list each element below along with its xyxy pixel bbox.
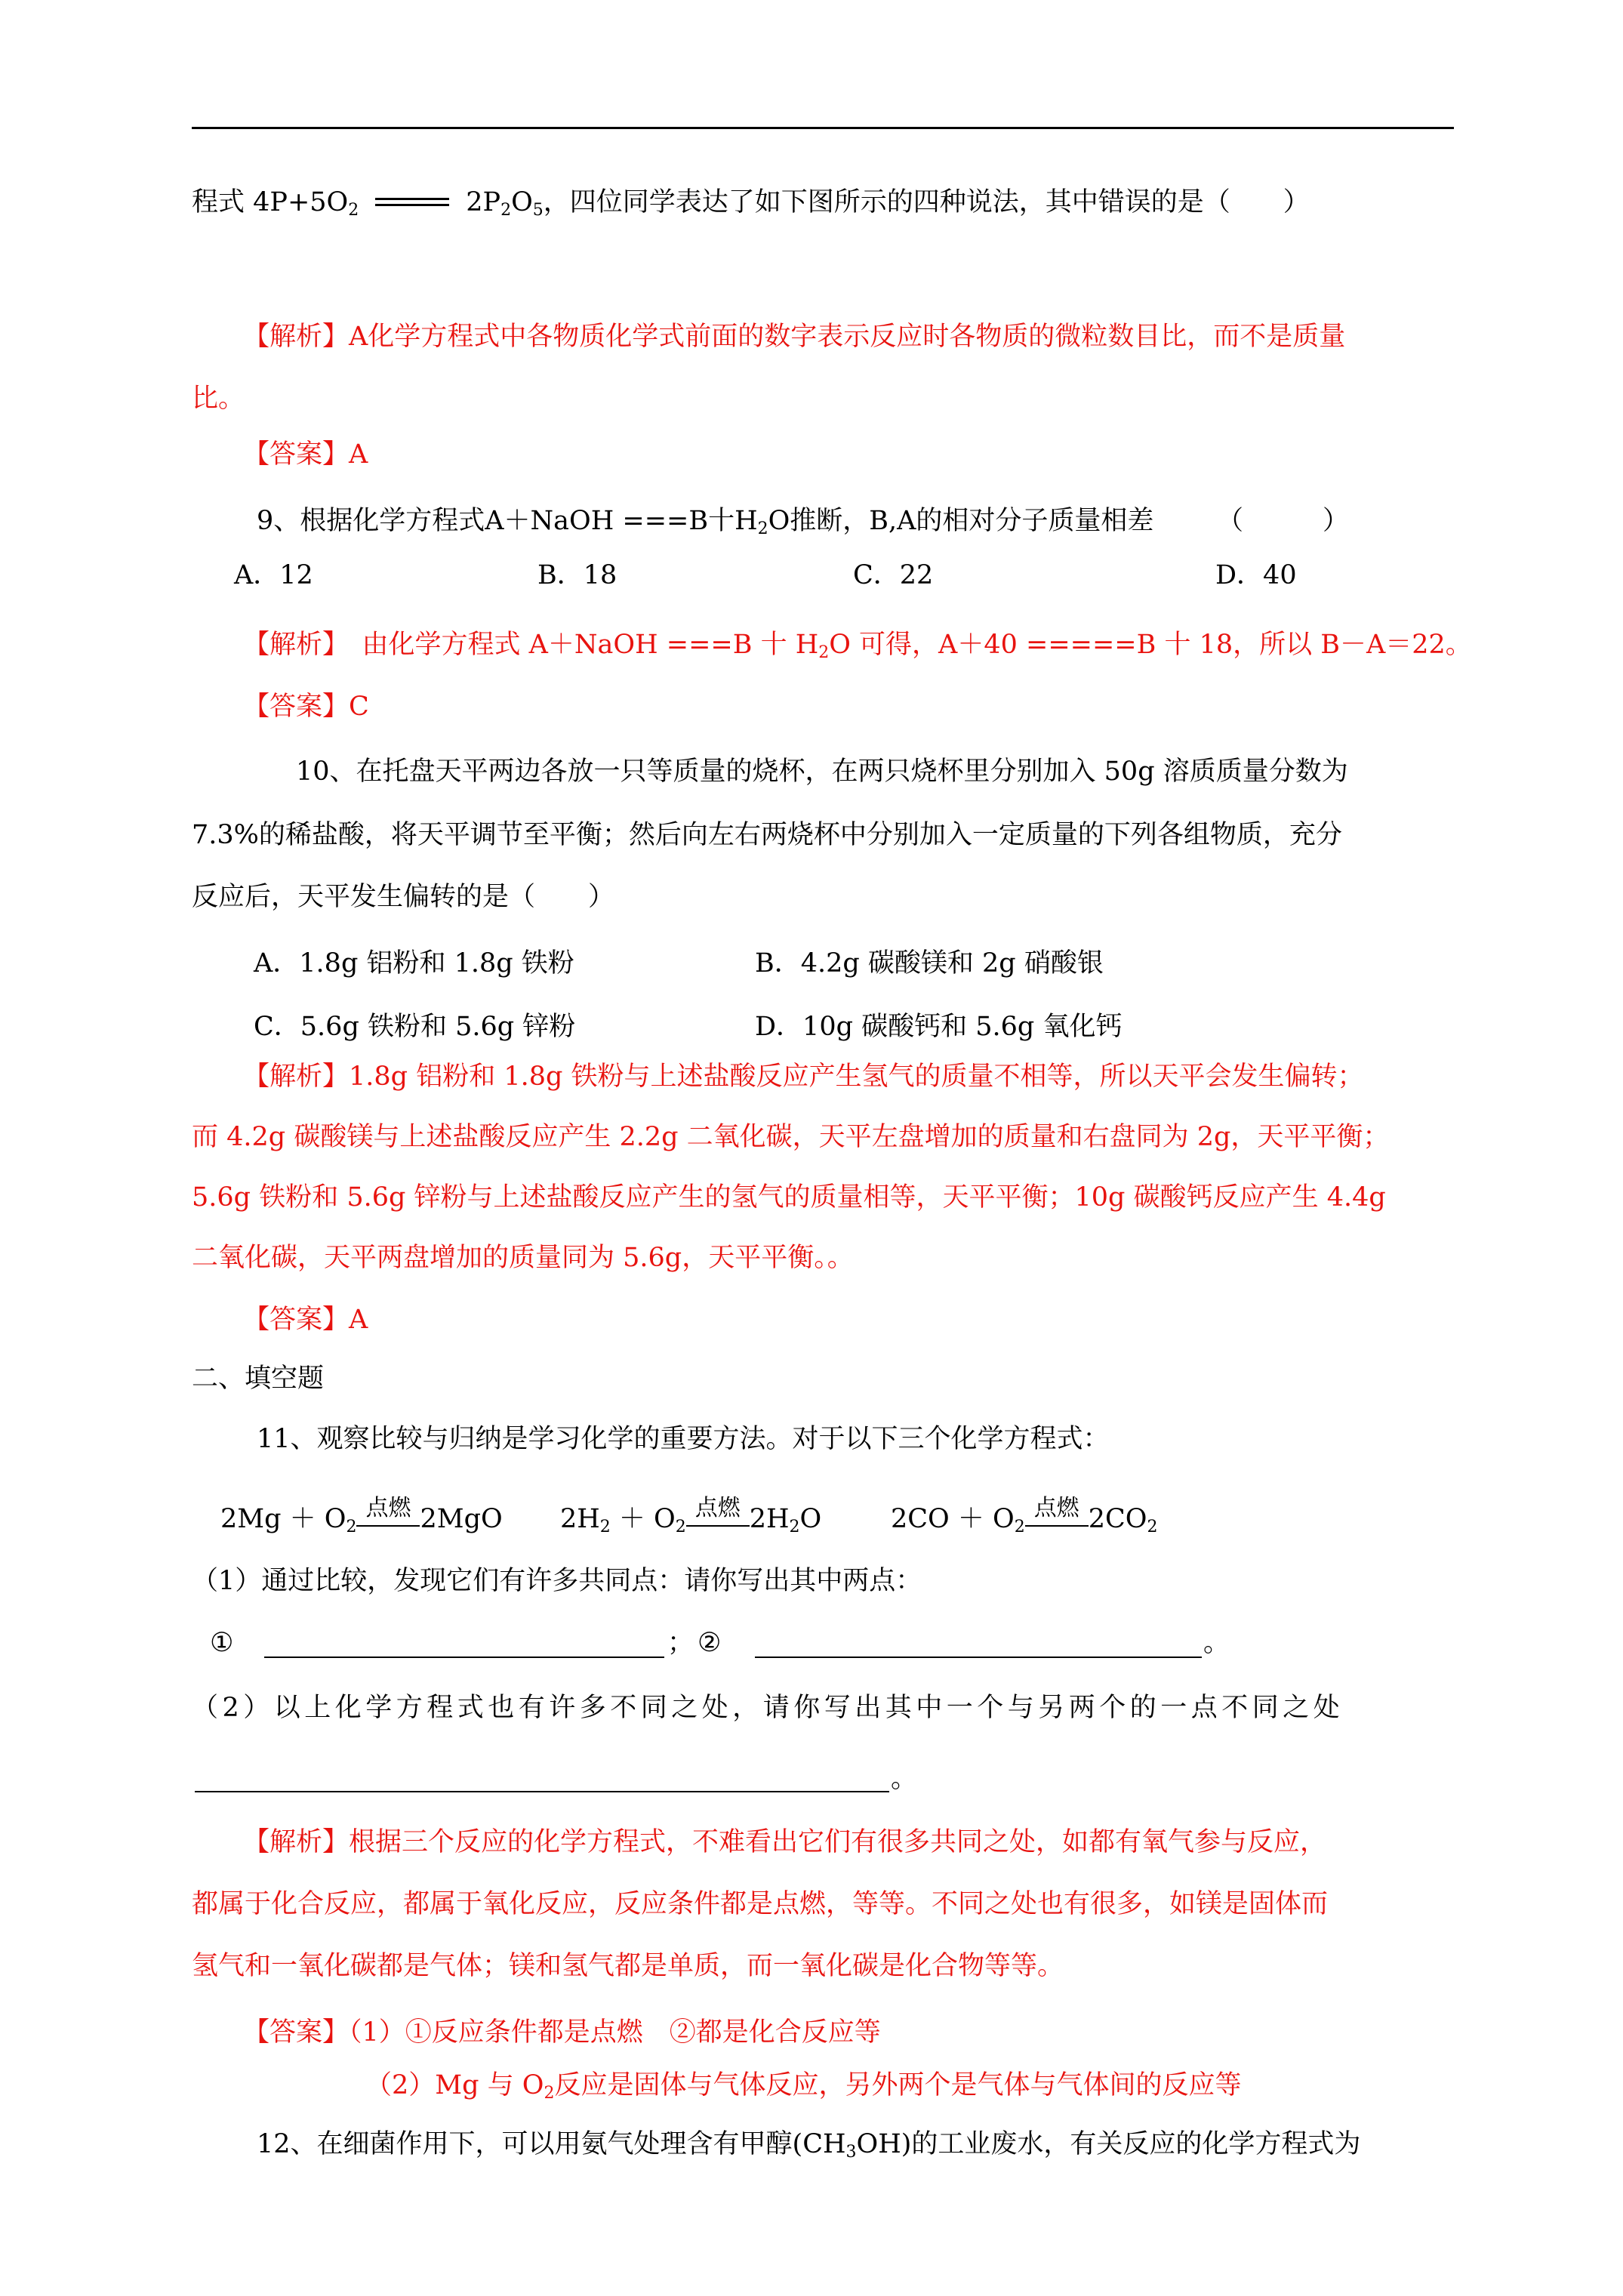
q10-analysis-line-1: 【解析】1.8g 铝粉和 1.8g 铁粉与上述盐酸反应产生氢气的质量不相等，所以天平会发生偏转； — [243, 1062, 1364, 1092]
q10-stem-line-3: 反应后，天平发生偏转的是（ ） — [192, 882, 615, 912]
q12-stem: 12、在细菌作用下，可以用氨气处理含有甲醇$(CH_3OH)$的工业废水，有关反应的化学方程式为 — [257, 2129, 1361, 2162]
q11-part-2: （2）以上化学方程式也有许多不同之处，请你写出其中一个与另两个的一点不同之处 — [192, 1693, 1344, 1723]
q9-option-d: D．40 — [1215, 560, 1297, 590]
answer-blank-1[interactable] — [264, 1657, 664, 1658]
q10-option-a: A．1.8g 铝粉和 1.8g 铁粉 — [254, 948, 574, 978]
q9-option-a: A．12 — [234, 560, 313, 590]
q11-analysis-line-3: 氢气和一氧化碳都是气体；镁和氢气都是单质，而一氧化碳是化合物等等。 — [192, 1951, 1064, 1981]
q11-equation-2: $2H_2 + O_2$ 点燃 $2H_2O$ — [560, 1495, 822, 1536]
q10-option-b: B．4.2g 碳酸镁和 2g 硝酸银 — [755, 948, 1104, 978]
header-rule — [192, 127, 1454, 129]
reaction-condition: 点燃 — [356, 1502, 420, 1536]
q9-answer-paren: （ ） — [1217, 506, 1350, 536]
section-title: 二、填空题 — [192, 1364, 325, 1394]
q11-answer-line-2: （2）Mg 与 $O_2$反应是固体与气体反应，另外两个是气体与气体间的反应等 — [365, 2070, 1242, 2103]
q11-part-1: （1）通过比较，发现它们有许多共同点：请你写出其中两点： — [192, 1566, 922, 1596]
q8-answer: 【答案】A — [243, 439, 368, 470]
q11-equation-1: $2Mg + O_2$ 点燃 2MgO — [220, 1495, 503, 1536]
q9-option-b: B．18 — [537, 560, 617, 590]
q10-analysis-line-2: 而 4.2g 碳酸镁与上述盐酸反应产生 2.2g 二氧化碳，天平左盘增加的质量和右盘同为 2g，天平平衡； — [192, 1122, 1390, 1152]
q10-option-c: C．5.6g 铁粉和 5.6g 锌粉 — [254, 1012, 576, 1042]
q10-option-d: D．10g 碳酸钙和 5.6g 氧化钙 — [755, 1012, 1123, 1042]
q11-answer-line-1: 【答案】（1）①反应条件都是点燃 ②都是化合反应等 — [243, 2017, 881, 2048]
answer-blank-3[interactable] — [195, 1791, 889, 1792]
q9-analysis: 【解析】 由化学方程式 A＋NaOH ===B 十 $H_2O$ 可得，A＋40 =====B 十 18，所以 B－A＝22。 — [243, 630, 1472, 662]
q11-circle-2: ② — [698, 1628, 722, 1658]
q9-answer: 【答案】C — [243, 692, 369, 722]
q10-stem-line-1: 10、在托盘天平两边各放一只等质量的烧杯，在两只烧杯里分别加入 50g 溶质质量分数为 — [296, 757, 1348, 787]
q11-circle-1: ① — [210, 1628, 234, 1658]
q11-semicolon: ； — [667, 1628, 694, 1658]
q9-stem: 9、根据化学方程式A＋NaOH ===B十$H_2O$推断，B,A的相对分子质量相差 — [257, 506, 1154, 538]
q11-analysis-line-2: 都属于化合反应，都属于氧化反应，反应条件都是点燃，等等。不同之处也有很多，如镁是固体而 — [192, 1889, 1329, 1919]
q10-analysis-line-3: 5.6g 铁粉和 5.6g 锌粉与上述盐酸反应产生的氢气的质量相等，天平平衡；10g 碳酸钙反应产生 4.4g — [192, 1182, 1386, 1213]
reaction-condition: 点燃 — [1025, 1502, 1089, 1536]
answer-blank-2[interactable] — [755, 1657, 1202, 1658]
q11-analysis-line-1: 【解析】根据三个反应的化学方程式，不难看出它们有很多共同之处，如都有氧气参与反应， — [243, 1827, 1327, 1857]
q8-analysis-line-2: 比。 — [192, 384, 245, 414]
q10-stem-line-2: 7.3%的稀盐酸，将天平调节至平衡；然后向左右两烧杯中分别加入一定质量的下列各组物质，充分 — [192, 820, 1342, 850]
q8-stem: 程式 $4P+5O_2$ $2P_2O_5$，四位同学表达了如下图所示的四种说法，其中错误的是（ ） — [192, 187, 1310, 220]
q11-equation-3: $2CO + O_2$ 点燃 $2CO_2$ — [891, 1495, 1158, 1536]
q8-analysis-line-1: 【解析】A化学方程式中各物质化学式前面的数字表示反应时各物质的微粒数目比，而不是质量 — [243, 322, 1346, 352]
q11-period: 。 — [1203, 1628, 1230, 1658]
equals-sign — [375, 198, 449, 206]
q11-part-2-end: 。 — [891, 1764, 918, 1794]
q10-analysis-line-4: 二氧化碳，天平两盘增加的质量同为 5.6g，天平平衡。。 — [192, 1243, 854, 1273]
reaction-condition: 点燃 — [686, 1502, 750, 1536]
q9-option-c: C．22 — [853, 560, 934, 590]
q10-answer: 【答案】A — [243, 1305, 368, 1335]
q11-stem: 11、观察比较与归纳是学习化学的重要方法。对于以下三个化学方程式： — [257, 1424, 1110, 1454]
